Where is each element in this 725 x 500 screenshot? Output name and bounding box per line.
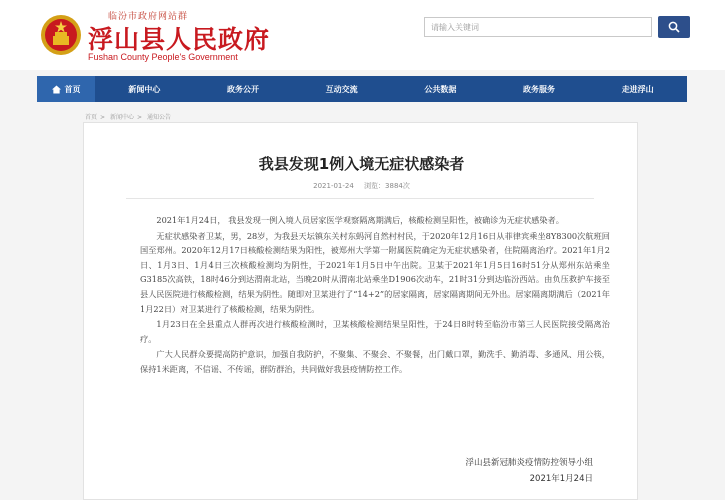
breadcrumb-home[interactable]: 首页 (85, 114, 98, 121)
article-panel (83, 122, 638, 500)
search-input[interactable]: 请输入关键词 (424, 17, 652, 37)
site-header (0, 0, 725, 70)
article-paragraph: 2021年1月24日， 我县发现一例入境人员居家医学观察隔离期满后，核酸检测呈阳性，被确诊为无症状感染者。 (156, 215, 564, 225)
site-title[interactable]: 浮山县人民政府 (88, 25, 271, 54)
search-icon (668, 21, 680, 33)
article-date: 2021-01-24 (313, 182, 354, 190)
divider (126, 198, 594, 199)
nav-item-services[interactable]: 政务服务 (523, 84, 556, 94)
article-signature: 浮山县新冠肺炎疫情防控领导小组 (465, 458, 593, 468)
breadcrumb-notice[interactable]: 通知公告 (146, 114, 171, 121)
nav-item-data[interactable]: 公共数据 (424, 84, 457, 94)
home-icon (52, 85, 61, 94)
article-views: 浏览：3884次 (364, 182, 410, 190)
main-nav (37, 76, 687, 102)
nav-home-label: 首页 (64, 84, 81, 94)
nav-home[interactable] (37, 76, 95, 102)
article-title: 我县发现1例入境无症状感染者 (258, 155, 465, 173)
breadcrumb-separator: > (136, 114, 143, 121)
article-paragraph: 1月23日在全县重点人群再次进行核酸检测时，卫某核酸检测结果呈阳性，于24日8时转至临汾市第三人民医院接受隔离治疗。 (140, 319, 610, 344)
article-body (140, 213, 610, 378)
article-signature-block (465, 455, 593, 487)
nav-item-about[interactable]: 走进浮山 (621, 84, 654, 94)
breadcrumb-separator: > (100, 114, 106, 121)
article-meta (84, 181, 639, 191)
article-paragraph: 广大人民群众要提高防护意识，加强自我防护，不聚集、不聚会、不聚餐，出门戴口罩，勤洗手、勤消毒、多通风、用公筷，保持1米距离，不信谣、不传谣，群防群治，共同做好我县疫情防控工作。 (140, 349, 610, 374)
breadcrumb (85, 112, 174, 121)
article-sign-date: 2021年1月24日 (529, 474, 593, 484)
breadcrumb-news[interactable]: 新闻中心 (109, 114, 134, 121)
search-button[interactable] (658, 16, 690, 38)
nav-item-affairs[interactable]: 政务公开 (227, 84, 259, 94)
site-subtitle: 临汾市政府网站群 (108, 12, 189, 22)
nav-item-news[interactable]: 新闻中心 (128, 84, 161, 94)
site-title-en: Fushan County People's Government (88, 52, 238, 62)
article-paragraph: 无症状感染者卫某，男，28岁，为我县天坛镇东关村东蚂河自然村村民，于2020年12月16日从菲律宾乘坐8Y8300次航班回国至郑州。2020年12月17日核酸检测结果为阳性，被郑州大学第一附属医院确定为无症状感染者，住院隔离治疗。2021年1月2日、1月3日、1月4日三次核酸检测均为阴性，于2021年1月5日中午出院。卫某于2021年1月5日16时51分从郑州东站乘坐G3185次高铁，18时46分到达渭南北站，当晚20时从渭南北站乘坐D1906次动车，21时31分到达临汾西站。由负压救护车接至县人民医院进行核酸检测，结果为阴性。随即对卫某进行了“14+2”的居家隔离，居家隔离期间无外出。居家隔离期满后（2021年1月22日）对卫某进行了核酸检测，结果为阴性。 (140, 230, 610, 314)
nav-item-interaction[interactable]: 互动交流 (325, 84, 358, 94)
national-emblem-icon (40, 14, 82, 56)
